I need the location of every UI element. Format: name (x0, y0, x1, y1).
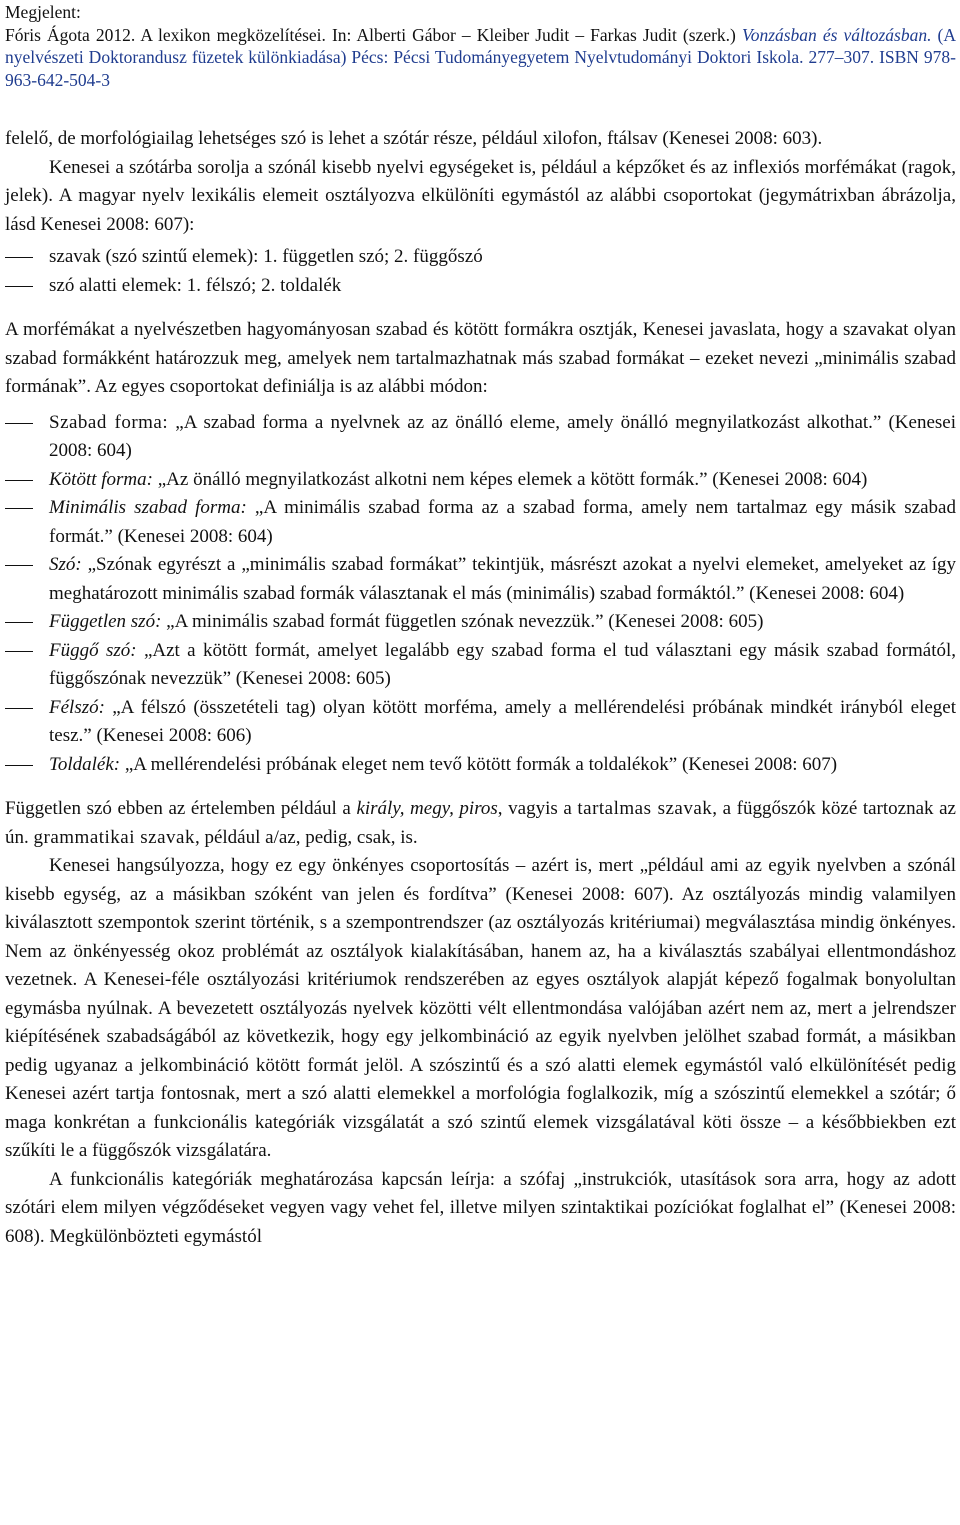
definition-text: „Szónak egyrészt a „minimális szabad formákat” tekintjük, másrészt azokat a nyelvi elemeket, amelyeket az így meghatározott minimális szabad formák választanak el más (minimális) szabad formáktól.” (Kenesei 2008: 604) (49, 554, 956, 604)
definition-term: Kötött forma: (49, 468, 153, 490)
definitions-list (5, 409, 956, 780)
definition-item (5, 637, 956, 694)
paragraph-4 (5, 795, 956, 852)
citation-prefix: Fóris Ágota 2012. A lexikon megközelítései. In: Alberti Gábor – Kleiber Judit – Farkas Judit (szerk.) (5, 24, 742, 45)
definition-item (5, 694, 956, 751)
definition-item (5, 751, 956, 780)
definition-text: „A minimális szabad forma az a szabad forma, amely nem tartalmaz egy másik szabad formát.” (Kenesei 2008: 604) (49, 497, 956, 547)
paragraph-6: A funkcionális kategóriák meghatározása kapcsán leírja: a szófaj „instrukciók, utasítások sora arra, hogy az adott szótári elem milyen végződéseket vegyen vagy vehet fel, illetve milyen szintaktikai pozíciókat foglalhat el” (Kenesei 2008: 608). Megkülönbözteti egymástól (5, 1168, 956, 1247)
definition-term: Toldalék: (49, 753, 121, 775)
definition-item (5, 494, 956, 551)
definition-term: Függő szó: (49, 639, 137, 661)
term-grammatical-words: grammatikai szavak (33, 826, 195, 848)
definition-item (5, 409, 956, 466)
definition-text: „A szabad forma a nyelvnek az az önálló eleme, amely önálló megnyilatkozást alkothat.” (Kenesei 2008: 604) (49, 411, 956, 461)
document-body (5, 125, 956, 1251)
series-info: (A nyelvészeti Doktorandusz füzetek különkiadása) Pécs: Pécsi Tudományegyetem Nyelvtudományi Doktori Iskola. 277–307. ISBN 978-963-642-504-3 (5, 24, 957, 90)
paragraph-4-text: , a függőszók közé tartoznak az ún. (5, 798, 956, 848)
paragraph-4-text: , vagyis a (497, 798, 578, 819)
definition-text: „Azt a kötött formát, amelyet legalább egy szabad forma el tud választani egy másik szabad formától, függőszónak nevezzük” (Kenesei 2008: 605) (49, 639, 956, 689)
paragraph-2: Kenesei a szótárba sorolja a szónál kisebb nyelvi egységeket is, például a képzőket és az inflexiós morfémákat (ragok, jelek). A magyar nyelv lexikális elemeit osztályozva elkülöníti egymástól az alábbi csoportokat (jegymátrixban ábrázolja, lásd Kenesei 2008: 607): (5, 156, 956, 235)
book-title: Vonzásban és változásban. (741, 24, 932, 45)
definition-term: Minimális szabad forma: (49, 497, 247, 518)
paragraph-4-text: Független szó ebben az értelemben például a (5, 798, 357, 819)
paragraph-3: A morfémákat a nyelvészetben hagyományosan szabad és kötött formákra osztják, Kenesei javaslata, hogy a szavakat olyan szabad formákként határozzuk meg, amelyek nem tartalmazhatnak más szabad formákat – ezeket nevezi „minimális szabad formának”. Az egyes csoportokat definiálja is az alábbi módon: (5, 319, 956, 397)
definition-text: „A minimális szabad formát független szónak nevezzük.” (Kenesei 2008: 605) (161, 611, 764, 632)
publication-header (5, 0, 956, 91)
definition-item (5, 466, 956, 495)
list-item: szó alatti elemek: 1. félszó; 2. toldalék (5, 272, 956, 301)
definition-text: „Az önálló megnyilatkozást alkotni nem képes elemek a kötött formák.” (Kenesei 2008: 604) (152, 468, 868, 490)
header-citation (5, 25, 956, 90)
example-words: király, megy, piros (356, 798, 498, 819)
paragraph-1: felelő, de morfológiailag lehetséges szó is lehet a szótár része, például xilofon, ftálsav (Kenesei 2008: 603). (5, 128, 823, 149)
header-label: Megjelent: (5, 2, 81, 22)
word-groups-list (5, 243, 956, 300)
list-item: szavak (szó szintű elemek): 1. független szó; 2. függőszó (5, 243, 956, 272)
definition-text: „A félszó (összetételi tag) olyan kötött morféma, amely a mellérendelési próbának mindkét irányból eleget tesz.” (Kenesei 2008: 606) (49, 696, 956, 746)
definition-item (5, 608, 956, 637)
definition-term: Szabad forma: (49, 411, 169, 433)
definition-term: Független szó: (49, 611, 162, 632)
paragraph-4-text: , például a/az, pedig, csak, is. (194, 826, 418, 848)
definition-item (5, 551, 956, 608)
definition-term: Félszó: (49, 696, 105, 718)
paragraph-5: Kenesei hangsúlyozza, hogy ez egy önkényes csoportosítás – azért is, mert „például ami az egyik nyelvben a szónál kisebb egység, az a másikban szóként van jelen és fordítva” (Kenesei 2008: 607). Az osztályozás mindig valamilyen kiválasztott szempontok szerint történik, s a szempontrendszer (az osztályozás kritériumai) megválasztása mindig önkényes. Nem az önkényesség okoz problémát az osztályok kialakításában, hanem az, ha a kiválasztás szabályai ellentmondáshoz vezetnek. A Kenesei-féle osztályozási kritériumok rendszerében az egyes osztályok alapját képező fogalmak bonyolultan egymásba nyúlnak. A bevezetett osztályozás nyelvek közötti vélt ellentmondása valójában azért nem az, mert a jelrendszer kiépítésének szabadságából az következik, hogy egy jelkombináció az egyik nyelvben jelölhet szabad formát, a másikban pedig ugyanaz a jelkombináció kötött formát jelöl. A szószintű és a szó alatti elemek egymástól való elkülönítését pedig Kenesei azért tartja fontosnak, mert a szó alatti elemekkel a morfológia foglalkozik, míg a szószintű elemekkel a szótár; ő maga konkrétan a funkcionális kategóriák vizsgálatát a szó szintű elemek vizsgálatával köti össze – a későbbiekben ezt szűkíti le a függőszók vizsgálatára. (5, 855, 956, 1161)
definition-term: Szó: (49, 554, 82, 575)
definition-text: „A mellérendelési próbának eleget nem tevő kötött formák a toldalékok” (Kenesei 2008: 607) (120, 753, 838, 775)
term-content-words: tartalmas szavak (577, 798, 713, 819)
